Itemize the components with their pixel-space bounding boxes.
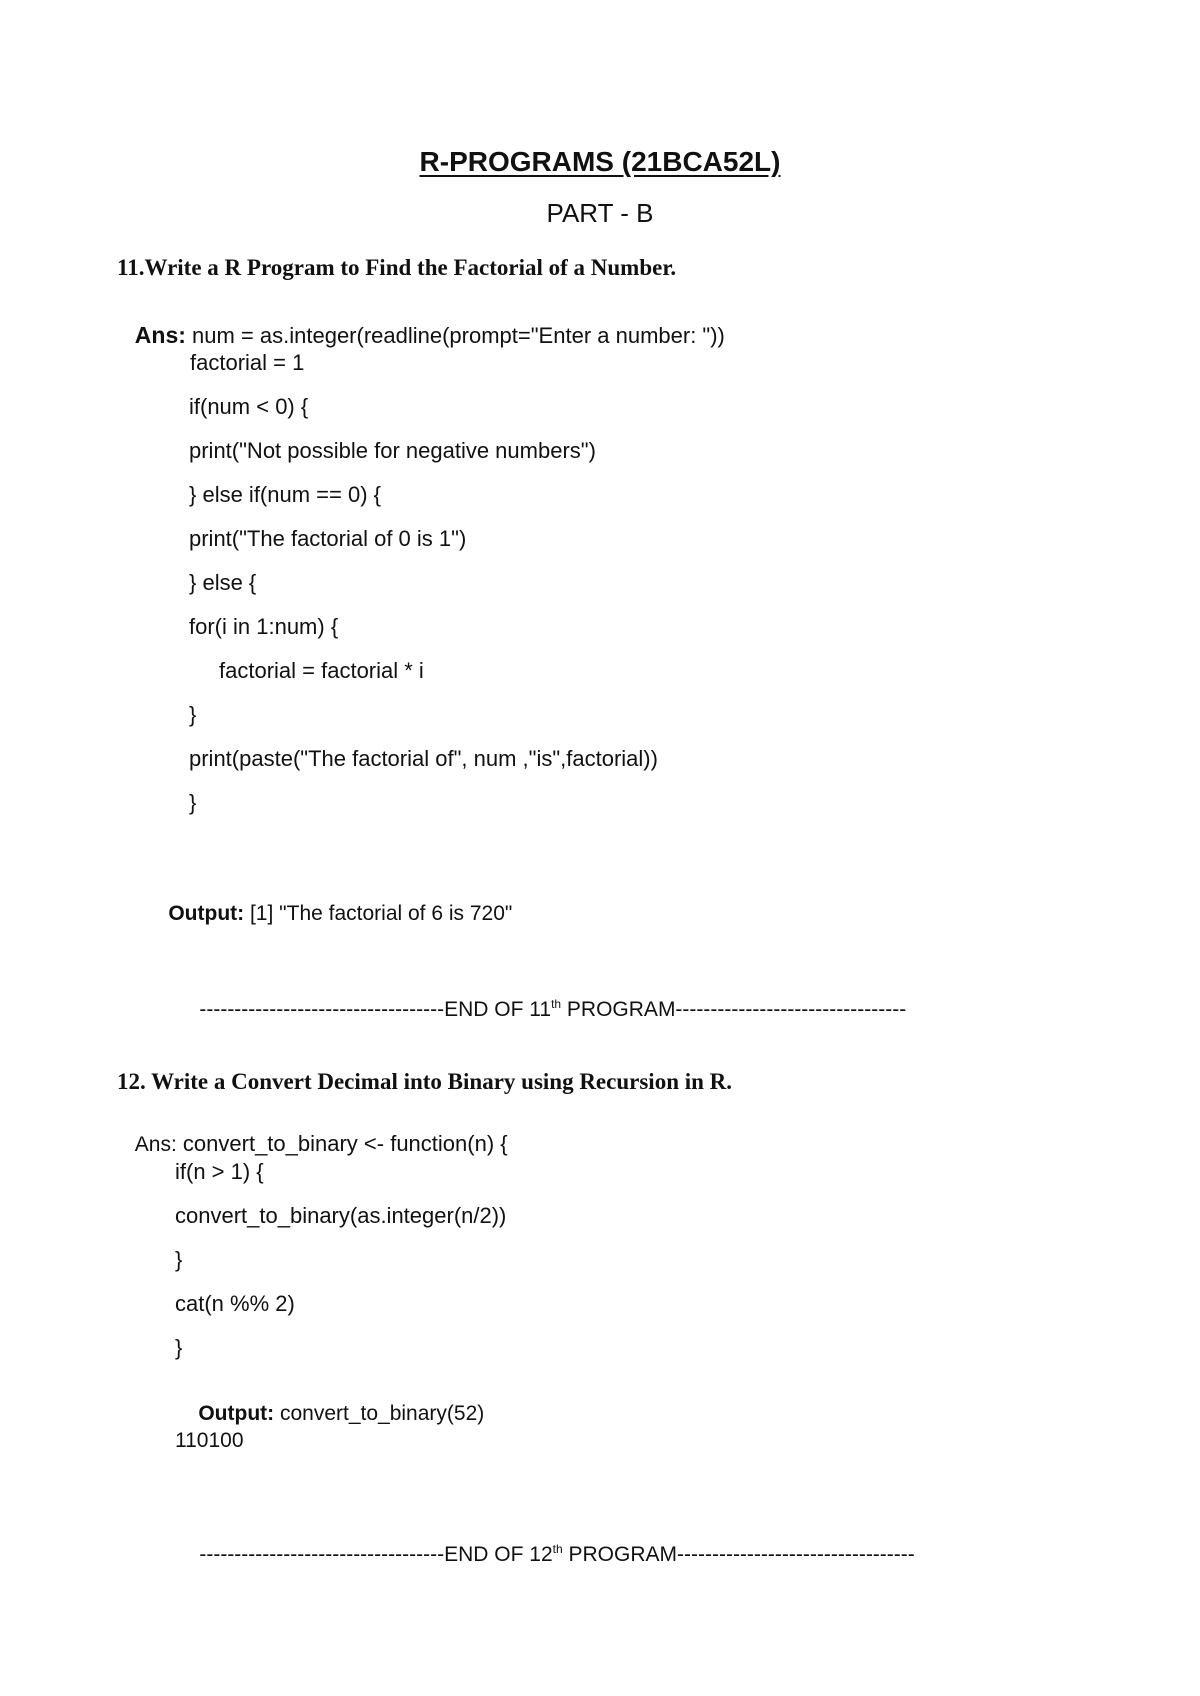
code-line: factorial = factorial * i	[219, 658, 424, 683]
answer-label: Ans:	[134, 1133, 177, 1156]
code-line: }	[189, 702, 197, 727]
divider-left: -----------------------------------END OF 12	[199, 1543, 553, 1566]
code-line: if(num < 0) {	[189, 394, 309, 419]
output-value: [1] "The factorial of 6 is 720"	[244, 902, 513, 925]
code-line: }	[175, 1335, 183, 1360]
code-line: if(n > 1) {	[175, 1159, 264, 1184]
output-label: Output:	[198, 1402, 275, 1425]
question-12: 12. Write a Convert Decimal into Binary using Recursion in R.	[117, 1069, 733, 1094]
code-line: } else if(num == 0) {	[189, 482, 381, 507]
code-line: }	[189, 790, 197, 815]
code-line: for(i in 1:num) {	[189, 614, 339, 639]
divider-left: -----------------------------------END OF 11	[199, 998, 552, 1021]
divider-sup: th	[551, 997, 562, 1011]
output-value: convert_to_binary(52)	[274, 1402, 485, 1425]
output-label: Output:	[168, 902, 245, 925]
code-line: print("Not possible for negative numbers")	[189, 438, 596, 463]
divider-sup: th	[552, 1542, 563, 1556]
answer-label: Ans:	[134, 322, 186, 348]
output-12-result: 110100	[175, 1429, 244, 1452]
divider-right: PROGRAM----------------------------------	[562, 1543, 915, 1566]
output-11	[145, 882, 512, 945]
end-divider-11	[176, 978, 906, 1041]
code-line: }	[175, 1247, 183, 1272]
code-line: cat(n %% 2)	[175, 1291, 295, 1316]
code-line: print("The factorial of 0 is 1")	[189, 526, 467, 551]
code-line: print(paste("The factorial of", num ,"is",factorial))	[189, 746, 658, 771]
divider-right: PROGRAM---------------------------------	[561, 998, 907, 1021]
code-line: } else {	[189, 570, 257, 595]
code-line: num = as.integer(readline(prompt="Enter a number: "))	[185, 323, 725, 348]
end-divider-12	[176, 1523, 915, 1586]
code-line: factorial = 1	[190, 350, 305, 375]
document-subtitle: PART - B	[546, 198, 654, 228]
code-line: convert_to_binary(as.integer(n/2))	[175, 1203, 507, 1228]
code-line: convert_to_binary <- function(n) {	[176, 1131, 508, 1156]
document-title: R-PROGRAMS (21BCA52L)	[419, 146, 781, 177]
question-11: 11.Write a R Program to Find the Factorial of a Number.	[117, 255, 677, 280]
